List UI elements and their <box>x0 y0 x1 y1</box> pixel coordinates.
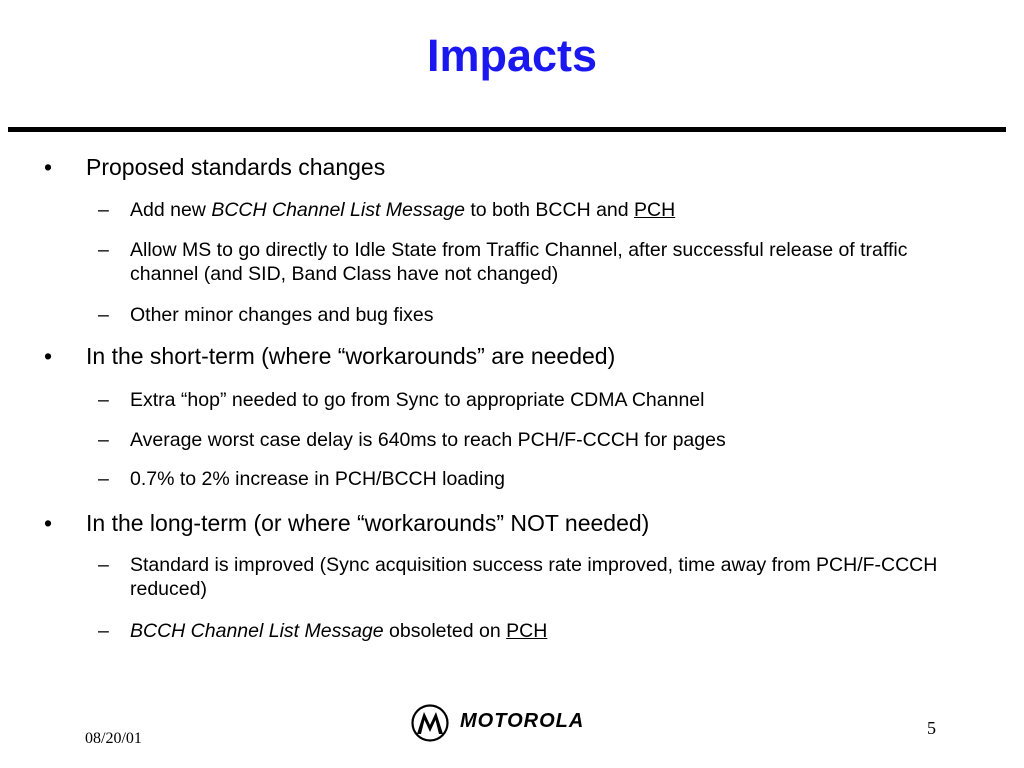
sub-item-text: Extra “hop” needed to go from Sync to appropriate CDMA Channel <box>130 389 705 411</box>
sub-item-text: Average worst case delay is 640ms to reach PCH/F-CCCH for pages <box>130 429 726 451</box>
sub-item-text: Allow MS to go directly to Idle State from Traffic Channel, after successful release of traffic channel (and SID, Band Class have not changed) <box>130 239 908 285</box>
bullet-text: In the long-term (or where “workarounds” NOT needed) <box>86 510 650 536</box>
dash-symbol: – <box>98 468 109 490</box>
footer-date: 08/20/01 <box>85 730 142 747</box>
sub-item <box>98 619 950 643</box>
sub-item-text-prefix: Add new <box>130 199 212 221</box>
dash-symbol: – <box>98 620 109 642</box>
dash-symbol: – <box>98 429 109 451</box>
sub-item-italic-text: BCCH Channel List Message <box>130 620 384 642</box>
slide-title: Impacts <box>426 30 598 81</box>
dash-symbol: – <box>98 239 109 261</box>
logo-wordmark: MOTOROLA <box>460 710 585 732</box>
sub-item-text-middle: obsoleted on <box>383 620 507 642</box>
sub-item-text: 0.7% to 2% increase in PCH/BCCH loading <box>130 468 506 490</box>
sub-item-text-middle: to both BCCH and <box>464 199 635 221</box>
sub-item-text: Standard is improved (Sync acquisition success rate improved, time away from PCH/F-CCCH reduced) <box>130 554 938 600</box>
motorola-batwing-icon <box>410 703 450 743</box>
sub-item-text: Other minor changes and bug fixes <box>130 304 434 326</box>
bullet-item <box>44 153 386 181</box>
dash-symbol: – <box>98 304 109 326</box>
bullet-symbol: • <box>44 343 53 369</box>
sub-item-italic-text: BCCH Channel List Message <box>211 199 465 221</box>
motorola-logo <box>408 702 598 744</box>
sub-item <box>98 428 950 452</box>
bullet-text: In the short-term (where “workarounds” are needed) <box>86 343 616 369</box>
sub-item <box>98 238 950 286</box>
sub-item <box>98 553 950 601</box>
sub-item <box>98 467 950 491</box>
bullet-item <box>44 509 650 537</box>
bullet-symbol: • <box>44 154 53 180</box>
sub-item <box>98 388 950 412</box>
page-number: 5 <box>927 718 936 738</box>
bullet-text: Proposed standards changes <box>86 154 386 180</box>
dash-symbol: – <box>98 389 109 411</box>
sub-item-underlined-text: PCH <box>634 199 676 221</box>
bullet-symbol: • <box>44 510 53 536</box>
dash-symbol: – <box>98 199 109 221</box>
sub-item <box>98 303 950 327</box>
dash-symbol: – <box>98 554 109 576</box>
bullet-item <box>44 342 616 370</box>
sub-item-underlined-text: PCH <box>506 620 548 642</box>
sub-item <box>98 198 950 222</box>
